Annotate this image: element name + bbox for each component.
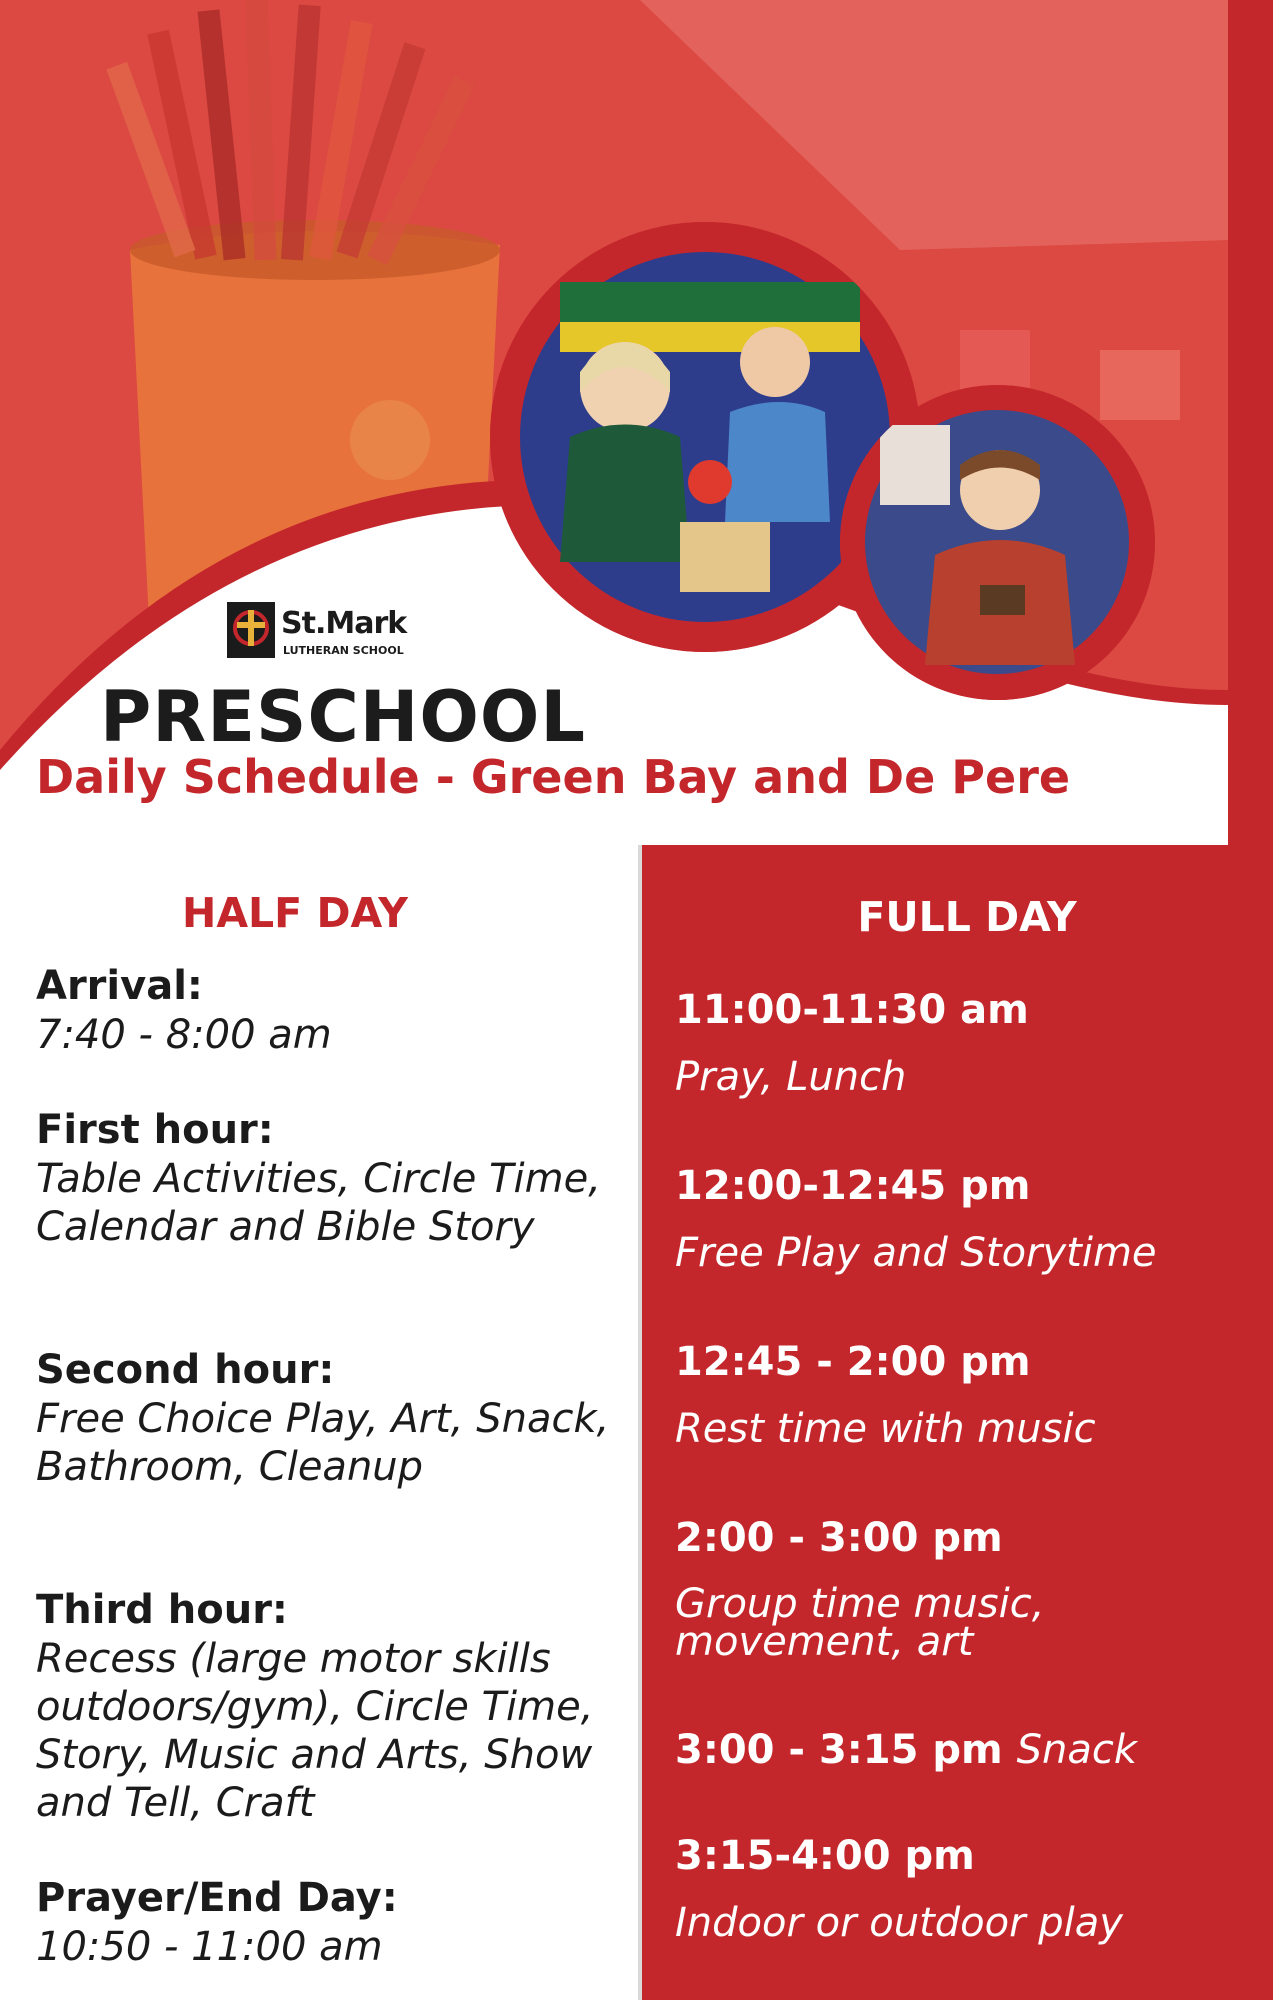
logo-subtitle: LUTHERAN SCHOOL — [283, 644, 404, 657]
full-day-activity-1: Pray, Lunch — [675, 1054, 907, 1100]
child-photo-small — [840, 385, 1155, 700]
third-hour-value: Recess (large motor skills outdoors/gym), Circle Time, Story, Music and Arts, Show and Tell, Craft — [36, 1636, 594, 1826]
full-day-activity-6: Indoor or outdoor play — [675, 1900, 1123, 1946]
first-hour-value: Table Activities, Circle Time, Calendar and Bible Story — [36, 1156, 601, 1250]
full-day-activity-5: Snack — [1016, 1727, 1138, 1773]
page-title: PRESCHOOL — [100, 676, 587, 758]
page-subtitle: Daily Schedule - Green Bay and De Pere — [36, 750, 1071, 804]
full-day-time-1: 11:00-11:30 am — [675, 987, 1029, 1033]
full-day-time-5 — [675, 1727, 1137, 1773]
full-day-time-6: 3:15-4:00 pm — [675, 1833, 975, 1879]
hero-banner — [0, 0, 1273, 845]
full-day-heading: FULL DAY — [857, 893, 1077, 941]
full-day-time-3: 12:45 - 2:00 pm — [675, 1339, 1031, 1385]
full-day-time-2: 12:00-12:45 pm — [675, 1163, 1031, 1209]
full-day-activity-4: Group time music, movement, art — [675, 1581, 1045, 1665]
third-hour-label: Third hour: — [36, 1587, 288, 1633]
second-hour-label: Second hour: — [36, 1347, 335, 1393]
half-day-heading: HALF DAY — [182, 889, 408, 937]
full-day-time-4: 2:00 - 3:00 pm — [675, 1515, 1003, 1561]
full-day-activity-3: Rest time with music — [675, 1406, 1096, 1452]
prayer-end-value: 10:50 - 11:00 am — [36, 1924, 383, 1970]
second-hour-value: Free Choice Play, Art, Snack, Bathroom, Cleanup — [36, 1396, 610, 1490]
logo-name: St.Mark — [281, 606, 407, 641]
arrival-value: 7:40 - 8:00 am — [36, 1012, 332, 1058]
half-day-column — [0, 845, 640, 2000]
full-day-activity-2: Free Play and Storytime — [675, 1230, 1157, 1276]
school-logo — [225, 600, 425, 664]
arrival-label: Arrival: — [36, 963, 203, 1009]
first-hour-label: First hour: — [36, 1107, 274, 1153]
full-day-time-5-text: 3:00 - 3:15 pm — [675, 1727, 1003, 1773]
cross-shield-icon — [225, 600, 277, 660]
prayer-end-label: Prayer/End Day: — [36, 1875, 398, 1921]
photo-image — [840, 385, 1155, 700]
full-day-column — [642, 845, 1273, 2000]
